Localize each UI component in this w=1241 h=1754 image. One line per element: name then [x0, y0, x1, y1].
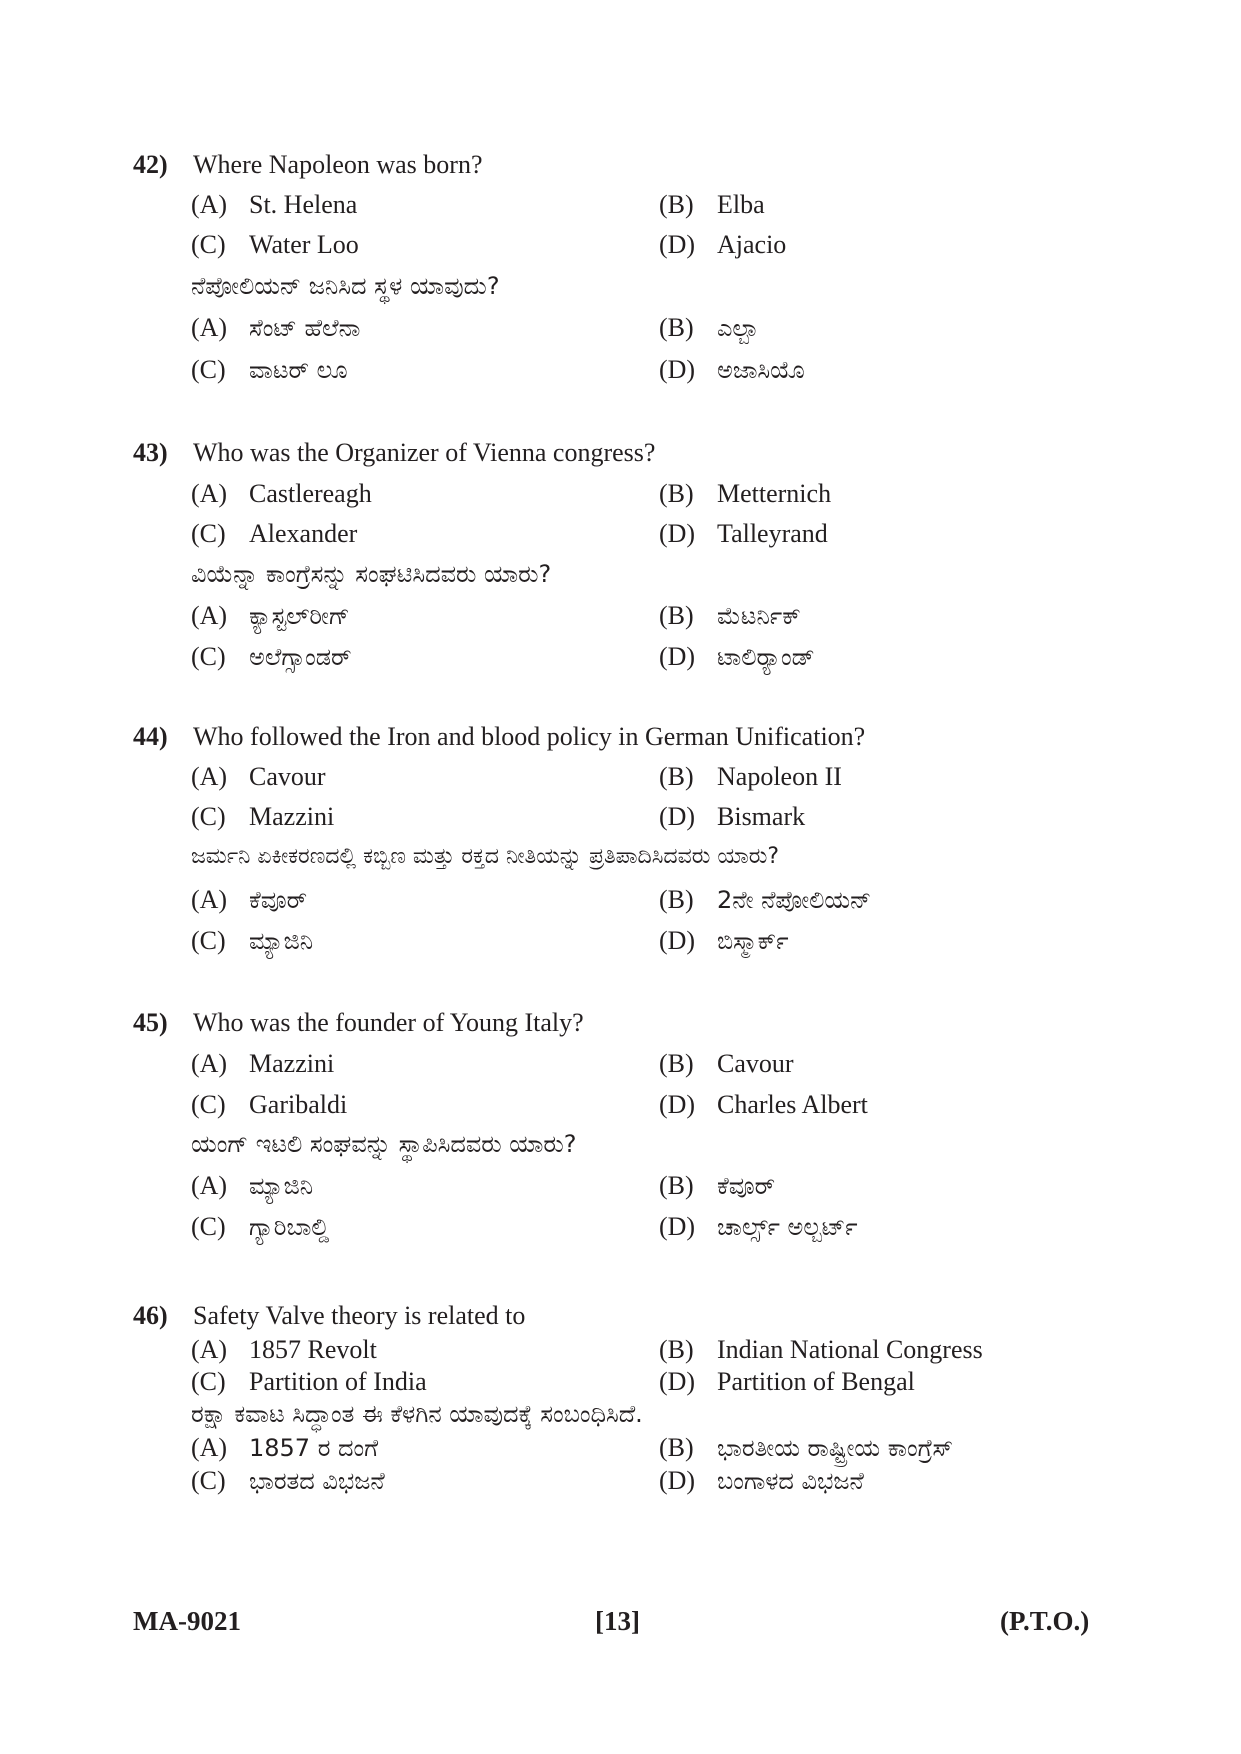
option-c-en: (C) Mazzini [191, 802, 335, 831]
option-c-kn: (C) ಗ್ಯಾರಿಬಾಲ್ಡಿ [191, 1212, 330, 1241]
option-c-en: (C) Garibaldi [191, 1090, 348, 1119]
question-number: 44) [133, 722, 168, 751]
question-text-kannada: ವಿಯೆನ್ನಾ ಕಾಂಗ್ರೆಸನ್ನು ಸಂಘಟಿಸಿದವರು ಯಾರು? [191, 560, 552, 588]
option-b-kn: (B) ಭಾರತೀಯ ರಾಷ್ಟ್ರೀಯ ಕಾಂಗ್ರೆಸ್ [659, 1433, 954, 1462]
option-b-kn: (B) ಎಲ್ಬಾ [659, 313, 760, 342]
option-b-en: (B) Elba [659, 190, 765, 219]
footer-pto: (P.T.O.) [1000, 1606, 1090, 1636]
option-a-en: (A) Castlereagh [191, 479, 372, 508]
option-b-kn: (B) ಮೆಟರ್ನಿಕ್ [659, 601, 801, 630]
footer-page-number: [13] [595, 1606, 640, 1636]
question-text-english: Who was the founder of Young Italy? [193, 1008, 584, 1037]
option-d-en: (D) Partition of Bengal [659, 1367, 915, 1396]
option-d-kn: (D) ಟಾಲಿರ್‍ಯಾಂಡ್ [659, 642, 815, 671]
option-c-en: (C) Partition of India [191, 1367, 427, 1396]
option-c-kn: (C) ಅಲೆಗ್ಸಾಂಡರ್ [191, 642, 352, 671]
option-c-kn: (C) ಭಾರತದ ವಿಭಜನೆ [191, 1466, 385, 1495]
option-c-kn: (C) ವಾಟರ್ ಲೂ [191, 355, 348, 384]
option-a-kn: (A) ಸೆಂಟ್ ಹೆಲೆನಾ [191, 313, 361, 342]
option-a-kn: (A) ಕ್ಯಾಸ್ಟಲ್‌ರೀಗ್ [191, 601, 350, 630]
option-d-kn: (D) ಬಿಸ್ಮಾರ್ಕ್ [659, 926, 789, 955]
option-a-en: (A) St. Helena [191, 190, 358, 219]
option-a-kn: (A) 1857 ರ ದಂಗೆ [191, 1433, 379, 1462]
option-d-en: (D) Bismark [659, 802, 806, 831]
question-number: 42) [133, 150, 168, 179]
option-b-en: (B) Metternich [659, 479, 832, 508]
option-c-en: (C) Alexander [191, 519, 358, 548]
question-number: 45) [133, 1008, 168, 1037]
question-text-english: Who followed the Iron and blood policy in German Unification? [193, 722, 866, 751]
question-text-english: Who was the Organizer of Vienna congress? [193, 438, 656, 467]
option-a-kn: (A) ಮ್ಯಾಜಿನಿ [191, 1171, 314, 1200]
question-text-kannada: ಯಂಗ್ ಇಟಲಿ ಸಂಘವನ್ನು ಸ್ಥಾಪಿಸಿದವರು ಯಾರು? [191, 1130, 577, 1158]
question-text-english: Where Napoleon was born? [193, 150, 483, 179]
option-a-en: (A) Cavour [191, 762, 326, 791]
question-text-english: Safety Valve theory is related to [193, 1301, 526, 1330]
question-text-kannada: ರಕ್ಷಾ ಕವಾಟ ಸಿದ್ಧಾಂತ ಈ ಕೆಳಗಿನ ಯಾವುದಕ್ಕೆ ಸಂಬಂಧಿಸಿದೆ. [191, 1400, 643, 1428]
question-text-kannada: ನೆಪೋಲಿಯನ್ ಜನಿಸಿದ ಸ್ಥಳ ಯಾವುದು? [191, 272, 500, 300]
question-text-kannada: ಜರ್ಮನಿ ಏಕೀಕರಣದಲ್ಲಿ ಕಬ್ಬಿಣ ಮತ್ತು ರಕ್ತದ ನೀತಿಯನ್ನು ಪ್ರತಿಪಾದಿಸಿದವರು ಯಾರು? [191, 844, 780, 869]
option-b-kn: (B) 2ನೇ ನೆಪೋಲಿಯನ್ [659, 885, 872, 914]
option-d-kn: (D) ಅಜಾಸಿಯೊ [659, 355, 805, 384]
option-a-en: (A) Mazzini [191, 1049, 335, 1078]
option-d-kn: (D) ಬಂಗಾಳದ ವಿಭಜನೆ [659, 1466, 864, 1495]
question-number: 46) [133, 1301, 168, 1330]
option-b-en: (B) Napoleon II [659, 762, 842, 791]
option-b-en: (B) Cavour [659, 1049, 794, 1078]
option-b-en: (B) Indian National Congress [659, 1335, 983, 1364]
option-c-kn: (C) ಮ್ಯಾಜಿನಿ [191, 926, 314, 955]
option-a-en: (A) 1857 Revolt [191, 1335, 377, 1364]
option-c-en: (C) Water Loo [191, 230, 359, 259]
option-d-en: (D) Ajacio [659, 230, 787, 259]
question-number: 43) [133, 438, 168, 467]
option-d-en: (D) Talleyrand [659, 519, 828, 548]
footer-code: MA-9021 [133, 1606, 241, 1636]
option-b-kn: (B) ಕೆವೂರ್ [659, 1171, 776, 1200]
option-d-kn: (D) ಚಾರ್ಲ್ಸ್ ಅಲ್ಬರ್ಟ್ [659, 1212, 858, 1241]
option-d-en: (D) Charles Albert [659, 1090, 868, 1119]
option-a-kn: (A) ಕೆವೂರ್ [191, 885, 308, 914]
